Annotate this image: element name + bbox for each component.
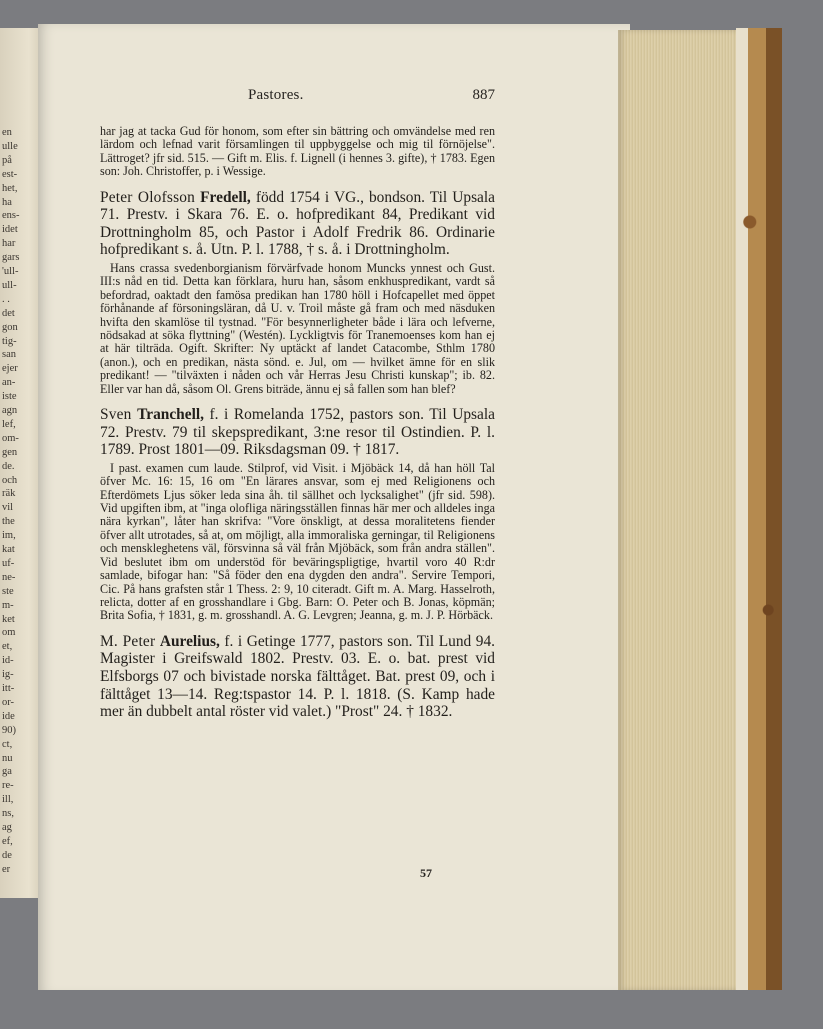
entry-name-prefix: M. Peter <box>100 632 156 650</box>
facing-page-text-fragment: tig- <box>2 335 17 347</box>
entry-name-prefix: Peter Olofsson <box>100 188 196 206</box>
facing-page-text-fragment: ne- <box>2 571 16 583</box>
book-cover <box>736 28 782 998</box>
running-title: Pastores. <box>248 87 304 103</box>
facing-page-text-fragment: det <box>2 307 15 319</box>
facing-page-text-fragment: agn <box>2 405 18 416</box>
facing-page-text-fragment: ill, <box>2 794 14 806</box>
facing-page-text-fragment: och <box>2 474 18 486</box>
facing-page-text-fragment: ste <box>2 585 14 597</box>
page-body <box>100 125 495 721</box>
facing-page-text-fragment: uf- <box>2 557 15 569</box>
facing-page-text-fragment: gon <box>2 321 18 333</box>
facing-page-text-fragment: itt- <box>2 683 15 694</box>
entry-surname: Aurelius, <box>159 632 220 650</box>
entry-notes-fredell: Hans crassa svedenborgianism förvärfvade honom Muncks ynnest och Gust. III:s nåd en tid. Detta kan förklara, huru han, såsom enkhuspredikant, vardt så befordrad, oaktadt den famösa predikan han 1780 höll i Hofcapellet med öppet förhånande af försoningsläran, då U. v. Troil måste gå fram och med näsduken hvifta den skamlöse til tystnad. "För besynnerligheter både i lära och lefverne, nödsakad at söka flyttning" (Westén). Lyckligtvis för Tranemoenses kom han ej at här tilträda. Ogift. Skrifter: Ny uptäckt af landet Catacombe, Sthlm 1780 (anon.), och en predikan, nästa sönd. e. Jul, om — hvilket ämne för en slik predikant! — "tilväxten i nåden och vår Herras Jesu Christi kunskap"; ib. 82. Eller var han då, såsom Ol. Grens biträde, ännu ej så fallen som han blef? <box>100 261 495 396</box>
facing-page-text-fragment: vil <box>2 502 14 514</box>
signature-mark: 57 <box>420 866 432 880</box>
facing-page-text-fragment: id- <box>2 655 14 667</box>
entry-fredell <box>100 189 495 259</box>
facing-page-text-fragment: lef, <box>2 418 16 430</box>
page-number: 887 <box>472 87 495 103</box>
facing-page-text-fragment: m- <box>2 599 14 611</box>
facing-page-text-fragment: de <box>2 849 12 861</box>
facing-page-text-fragment: ct, <box>2 738 13 750</box>
facing-page-text-fragment: an- <box>2 377 16 389</box>
facing-page-text-fragment: idet <box>2 224 18 236</box>
entry-tranchell <box>100 406 495 459</box>
facing-page-text-fragment: om- <box>2 432 19 444</box>
facing-page-text-fragment: er <box>2 863 11 875</box>
facing-page-text-fragment: im, <box>2 530 16 542</box>
facing-page-text-fragment: ejer <box>2 363 18 375</box>
facing-page-text-fragment: ns, <box>2 808 14 820</box>
facing-page-text-fragment: ag <box>2 822 12 833</box>
facing-page-text-fragment: ulle <box>2 140 18 152</box>
facing-page-text-fragment: gen <box>2 446 18 458</box>
facing-page-text-fragment: het, <box>2 182 18 194</box>
entry-aurelius <box>100 633 495 721</box>
facing-page-text-fragment: et, <box>2 641 13 653</box>
entry-surname: Fredell, <box>200 188 251 206</box>
facing-page-text-fragment: de. <box>2 460 15 472</box>
facing-page-text-fragment: ef, <box>2 835 13 847</box>
facing-page-text-fragment: 90) <box>2 724 16 736</box>
facing-page-text-fragment: the <box>2 516 15 528</box>
facing-page-text-fragment: ga <box>2 766 12 778</box>
facing-page-text-fragment: 'ull- <box>2 266 19 277</box>
facing-page-text-fragment: har <box>2 238 16 250</box>
facing-page-text-fragment: ull- <box>2 279 17 291</box>
facing-page-text-fragment: ket <box>2 613 15 625</box>
facing-page-text-fragment: ide <box>2 710 15 722</box>
entry-name-prefix: Sven <box>100 406 132 424</box>
facing-page-text-fragment: räk <box>2 488 16 500</box>
facing-page-text-fragment: or- <box>2 696 15 708</box>
facing-page-text-fragment: san <box>2 349 16 361</box>
facing-page-text-fragment: en <box>2 127 12 138</box>
facing-page-text-fragment: iste <box>2 391 17 403</box>
entry-text: f. i Getinge 1777, pastors son. Til Lund 94. Magister i Greifswald 1802. Prestv. 03. E. o. bat. prest vid Elfsborgs 07 och bivistade norska fälttåget. Bat. prest 09, och i fälttåget 13—14. Reg:tspastor 14. P. l. 1818. (S. Kamp hade mer än dubbelt antal röster vid valet.) "Prost" 24. † 1832. <box>100 632 495 721</box>
entry-text: född 1754 i VG., bondson. Til Upsala 71. Prestv. i Skara 76. E. o. hofpredikant 84, Predikant vid Drottningholm 85, och Pastor i Adolf Fredrik 86. Ordinarie hofpredikant s. å. Utn. P. l. 1788, † s. å. i Drottningholm. <box>100 188 495 259</box>
facing-page-text-fragment: nu <box>2 752 13 764</box>
facing-page-text-fragment: . . <box>2 293 10 305</box>
background <box>0 990 823 1029</box>
facing-page-text-fragment: om <box>2 627 16 639</box>
entry-surname: Tranchell, <box>137 406 204 424</box>
facing-page-text-fragment: ens- <box>2 210 20 222</box>
facing-page-text-fragment: ha <box>2 196 12 208</box>
running-header <box>100 87 495 111</box>
page-edges <box>618 30 736 990</box>
facing-page-text-fragment: på <box>2 154 12 166</box>
intro-paragraph: har jag at tacka Gud för honom, som efter sin bättring och omvändelse med ren lärdom och lefnad varit församlingen til uppbyggelse och mig til förnöjelse". Lättroget? jfr sid. 515. — Gift m. Elis. f. Lignell (i hennes 3. gifte), † 1783. Egen son: Joh. Christoffer, p. i Wessige. <box>100 124 495 179</box>
facing-page-text-fragment: est- <box>2 168 18 180</box>
entry-notes-tranchell: I past. examen cum laude. Stilprof, vid Visit. i Mjöbäck 14, då han höll Tal öfver Mc. 16: 15, 16 om "En lärares ansvar, som ej med Religionens och Efterdömets Ljus söker leda sina åh. til sällhet och lycksalighet" (jfr sid. 598). Vid upgiften ibm, at "inga olofliga näringsställen finnas här mer och alldeles inga nära kyrkan", låter han skrifva: "Vore önskligt, at dessa moralitetens fiender öfver allt utrotades, så at, om möjligt, alla immoraliska gerningar, til Religionens och menskleghetens väl, försvinna så väl från Mjöbäck, som från andra ställen". Vid beslutet ibm om understöd för beväringspligtige, hvartil voro 40 R:dr samlade, bifogar han: "Så föder den ena dygden den andra". Servire Tempori, Cic. På hans grafsten står 1 Thess. 2: 9, 10 citeradt. Gift m. A. Marg. Hasselroth, relicta, dotter af en grosshandlare i Gbg. Barn: O. Peter och B. Jonas, köpmän; Brita Sofia, † 1831, g. m. grosshandl. A. G. Levgren; Jeanna, g. m. J. P. Hörbäck. <box>100 460 495 623</box>
entry-text: f. i Romelanda 1752, pastors son. Til Upsala 72. Prestv. 79 til skepspredikant, 3:ne resor til Ostindien. P. l. 1789. Prost 1801—09. Riksdagsman 09. † 1817. <box>100 406 495 459</box>
facing-page-text-fragment: gars <box>2 252 20 264</box>
facing-page-text-fragment: re- <box>2 780 14 792</box>
facing-page-text-fragment: kat <box>2 544 15 555</box>
facing-page-text-fragment: ig- <box>2 669 14 681</box>
